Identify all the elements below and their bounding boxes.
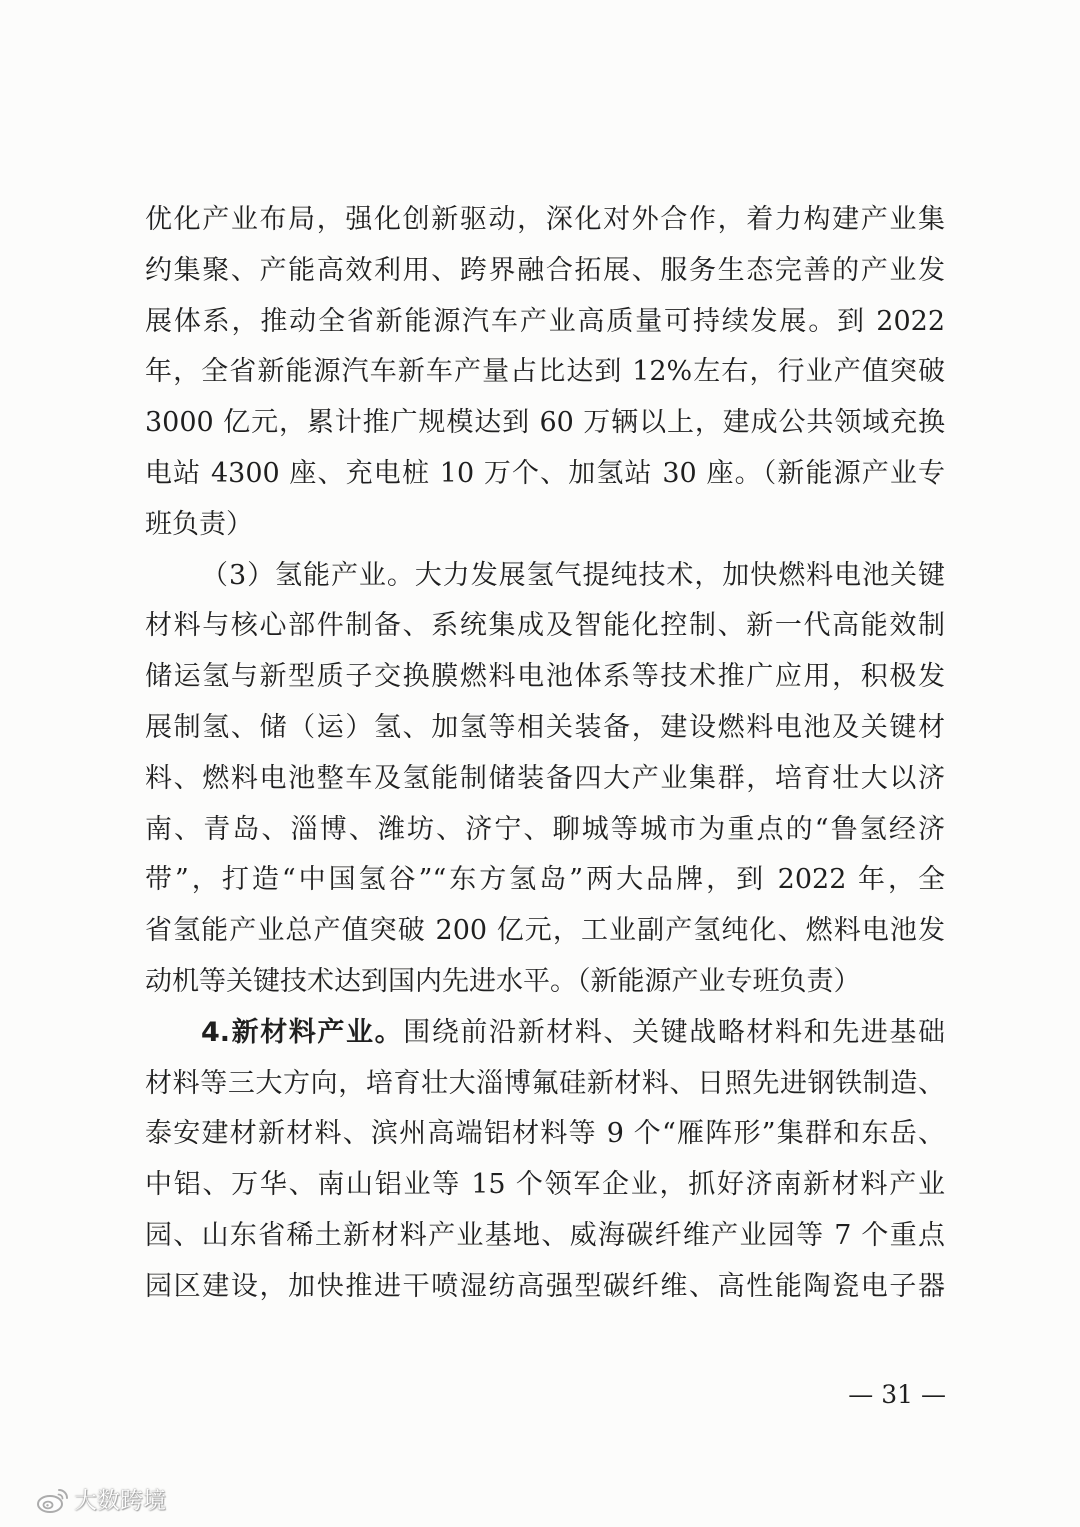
- text-line: 电站 4300 座、充电桩 10 万个、加氢站 30 座。（新能源产业专: [145, 457, 945, 489]
- body-text: [145, 195, 945, 1313]
- text-line: 3000 亿元，累计推广规模达到 60 万辆以上，建成公共领域充换: [145, 407, 945, 439]
- text-line: 展体系，推动全省新能源汽车产业高质量可持续发展。到 2022: [145, 305, 945, 337]
- page-number: — 31 —: [848, 1380, 946, 1409]
- text-line: 省氢能产业总产值突破 200 亿元，工业副产氢纯化、燃料电池发: [145, 915, 945, 947]
- text-line: （3）氢能产业。大力发展氢气提纯技术，加快燃料电池关键: [201, 559, 945, 591]
- section-heading: 4.新材料产业。: [201, 1016, 404, 1048]
- text-line: 优化产业布局，强化创新驱动，深化对外合作，着力构建产业集: [145, 204, 945, 235]
- text-line: 动机等关键技术达到国内先进水平。（新能源产业专班负责）: [145, 965, 861, 997]
- text-line: 带”，打造“中国氢谷”“东方氢岛”两大品牌，到 2022 年，全: [145, 864, 945, 896]
- watermark-text: 大数跨境: [74, 1488, 166, 1514]
- text-line: 园区建设，加快推进干喷湿纺高强型碳纤维、高性能陶瓷电子器: [145, 1270, 945, 1302]
- text-line: 中铝、万华、南山铝业等 15 个领军企业，抓好济南新材料产业: [145, 1169, 945, 1201]
- text-line: 约集聚、产能高效利用、跨界融合拓展、服务生态完善的产业发: [145, 254, 945, 286]
- paragraph-hydrogen-energy: [145, 551, 945, 1008]
- text-line: 班负责）: [145, 508, 253, 540]
- text-line: 材料等三大方向，培育壮大淄博氟硅新材料、日照先进钢铁制造、: [145, 1067, 945, 1099]
- text-run: 围绕前沿新材料、关键战略材料和先进基础: [403, 1016, 945, 1048]
- text-line: 展制氢、储（运）氢、加氢等相关装备，建设燃料电池及关键材: [145, 711, 945, 743]
- text-line: [145, 1008, 945, 1059]
- paragraph-new-materials: [145, 1008, 945, 1313]
- text-line: 南、青岛、淄博、潍坊、济宁、聊城等城市为重点的“鲁氢经济: [145, 813, 945, 845]
- text-line: 材料与核心部件制备、系统集成及智能化控制、新一代高能效制: [145, 610, 945, 642]
- text-line: 泰安建材新材料、滨州高端铝材料等 9 个“雁阵形”集群和东岳、: [145, 1118, 945, 1150]
- text-line: 储运氢与新型质子交换膜燃料电池体系等技术推广应用，积极发: [145, 661, 945, 693]
- text-line: 年，全省新能源汽车新车产量占比达到 12%左右，行业产值突破: [145, 356, 945, 388]
- weibo-logo-icon: [36, 1487, 70, 1515]
- paragraph-new-energy-vehicles: [145, 195, 945, 551]
- text-line: 料、燃料电池整车及氢能制储装备四大产业集群，培育壮大以济: [145, 762, 945, 794]
- text-line: 园、山东省稀土新材料产业基地、威海碳纤维产业园等 7 个重点: [145, 1219, 945, 1251]
- watermark: [36, 1486, 166, 1516]
